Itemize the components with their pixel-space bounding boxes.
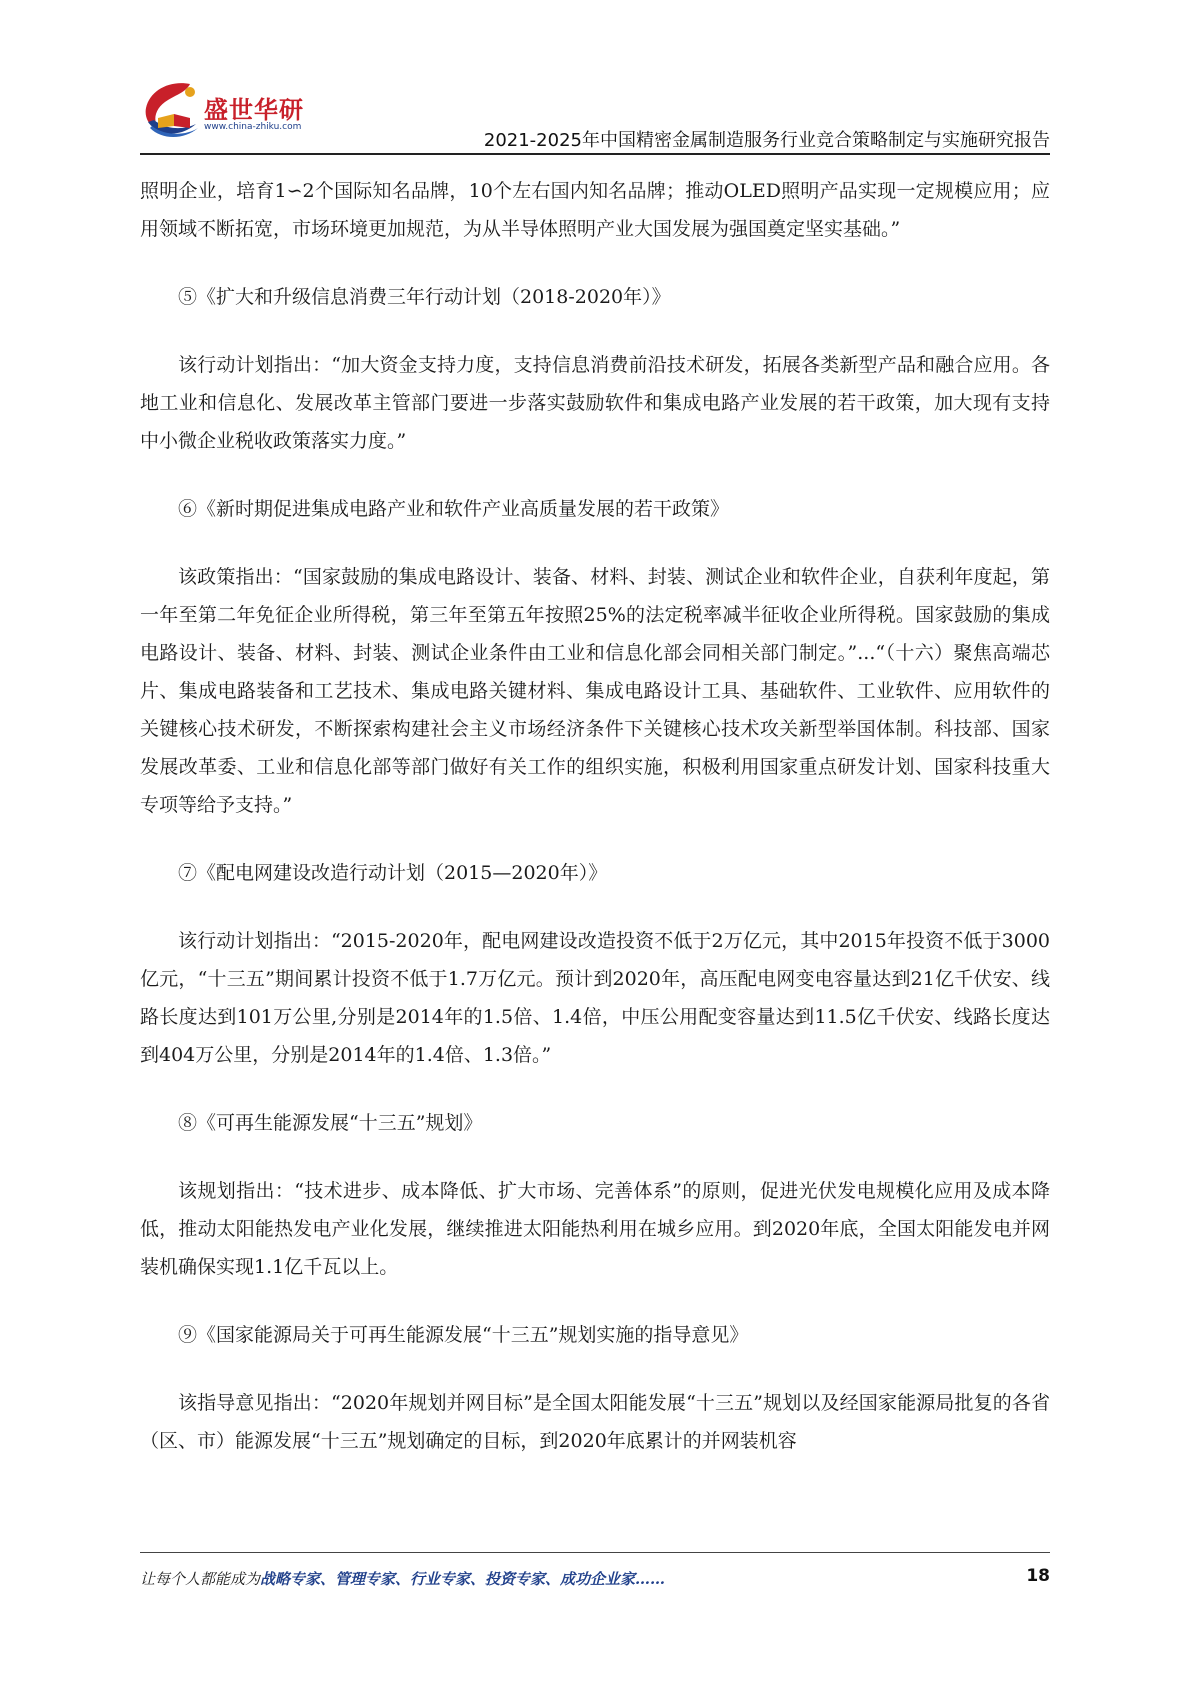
policy-heading: ⑥《新时期促进集成电路产业和软件产业高质量发展的若干政策》 [178, 498, 730, 520]
policy-heading: ⑤《扩大和升级信息消费三年行动计划（2018-2020年）》 [178, 286, 671, 308]
page-number: 18 [1026, 1566, 1050, 1586]
logo-emblem-icon [140, 78, 206, 144]
slogan-prefix: 让每个人都能成为 [140, 1570, 261, 1588]
paragraph: 该规划指出：“技术进步、成本降低、扩大市场、完善体系”的原则，促进光伏发电规模化应用及成本降低，推动太阳能热发电产业化发展，继续推进太阳能热利用在城乡应用。到2020年底，全国太阳能发电并网装机确保实现1.1亿千瓦以上。 [140, 1180, 1050, 1278]
logo-name: 盛世华研 [204, 96, 304, 124]
policy-heading: ⑦《配电网建设改造行动计划（2015—2020年）》 [178, 862, 608, 884]
logo-url: www.china-zhiku.com [204, 122, 302, 132]
slogan-highlight: 战略专家、管理专家、行业专家、投资专家、成功企业家…… [260, 1570, 666, 1588]
paragraph: 该政策指出：“国家鼓励的集成电路设计、装备、材料、封装、测试企业和软件企业，自获利年度起，第一年至第二年免征企业所得税，第三年至第五年按照25%的法定税率减半征收企业所得税。国家鼓励的集成电路设计、装备、材料、封装、测试企业条件由工业和信息化部会同相关部门制定。”...“（十六）聚焦高端芯片、集成电路装备和工艺技术、集成电路关键材料、集成电路设计工具、基础软件、工业软件、应用软件的关键核心技术研发，不断探索构建社会主义市场经济条件下关键核心技术攻关新型举国体制。科技部、国家发展改革委、工业和信息化部等部门做好有关工作的组织实施，积极利用国家重点研发计划、国家科技重大专项等给予支持。” [140, 566, 1050, 816]
paragraph: 该指导意见指出：“2020年规划并网目标”是全国太阳能发展“十三五”规划以及经国家能源局批复的各省（区、市）能源发展“十三五”规划确定的目标，到2020年底累计的并网装机容 [140, 1392, 1050, 1452]
footer-divider [140, 1552, 1050, 1553]
paragraph: 该行动计划指出：“2015-2020年，配电网建设改造投资不低于2万亿元，其中2015年投资不低于3000亿元，“十三五”期间累计投资不低于1.7万亿元。预计到2020年，高压配电网变电容量达到21亿千伏安、线路长度达到101万公里,分别是2014年的1.5倍、1.4倍，中压公用配变容量达到11.5亿千伏安、线路长度达到404万公里，分别是2014年的1.4倍、1.3倍。” [140, 930, 1050, 1066]
paragraph: 该行动计划指出：“加大资金支持力度，支持信息消费前沿技术研发，拓展各类新型产品和融合应用。各地工业和信息化、发展改革主管部门要进一步落实鼓励软件和集成电路产业发展的若干政策，加大现有支持中小微企业税收政策落实力度。” [140, 354, 1050, 452]
policy-heading: ⑧《可再生能源发展“十三五”规划》 [178, 1112, 483, 1134]
report-title: 2021-2025年中国精密金属制造服务行业竞合策略制定与实施研究报告 [483, 130, 1050, 151]
company-logo [140, 78, 310, 144]
header-divider [140, 153, 1050, 155]
footer-slogan [140, 1568, 665, 1589]
document-body [140, 172, 1050, 1460]
page-header [140, 78, 1050, 156]
policy-heading: ⑨《国家能源局关于可再生能源发展“十三五”规划实施的指导意见》 [178, 1324, 749, 1346]
paragraph: 照明企业，培育1∽2个国际知名品牌，10个左右国内知名品牌；推动OLED照明产品实现一定规模应用；应用领域不断拓宽，市场环境更加规范，为从半导体照明产业大国发展为强国奠定坚实基础。” [140, 180, 1050, 240]
